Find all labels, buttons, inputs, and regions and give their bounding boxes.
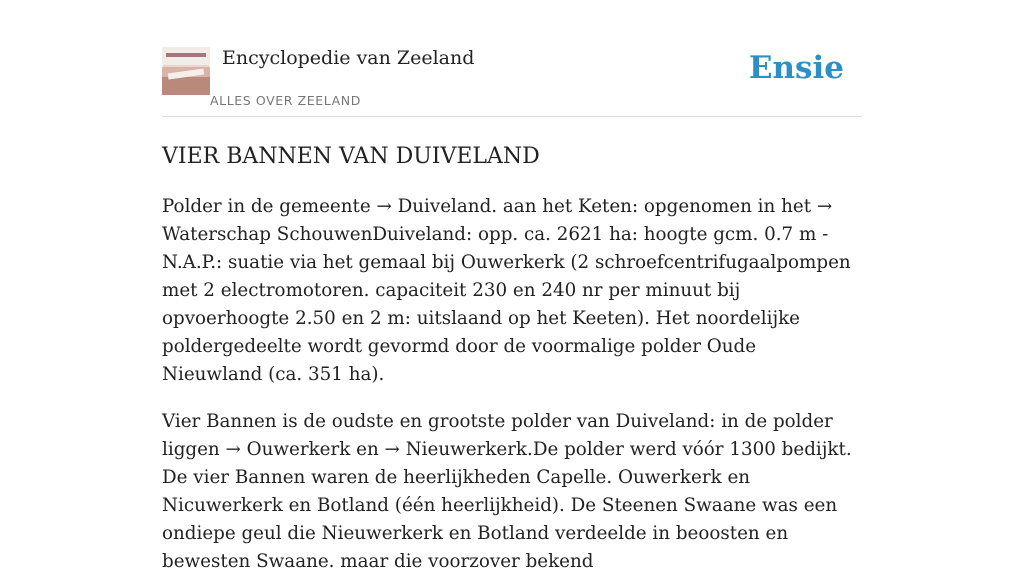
- site-subtitle: ALLES OVER ZEELAND: [210, 93, 361, 108]
- avatar-image-part: [162, 77, 210, 95]
- article-paragraph: Vier Bannen is de oudste en grootste polder van Duiveland: in de polder liggen → Ouwerkerk en → Nieuwerkerk.De polder werd vóór 1300 bedijkt. De vier Bannen waren de heerlijkheden Capelle. Ouwerkerk en Nicuwerkerk en Botland (één heerlijkheid). De Steenen Swaane was een ondiepe geul die Nieuwerkerk en Botland verdeelde in beoosten en bewesten Swaane. maar die voorzover bekend: [162, 411, 852, 572]
- article: [162, 143, 862, 576]
- page-title: VIER BANNEN VAN DUIVELAND: [162, 144, 540, 169]
- site-header: [162, 0, 862, 117]
- avatar-image-part: [166, 53, 206, 57]
- site-title-link[interactable]: Encyclopedie van Zeeland: [222, 47, 475, 69]
- site-avatar[interactable]: [162, 47, 210, 95]
- article-paragraph: Polder in de gemeente → Duiveland. aan het Keten: opgenomen in het → Waterschap SchouwenDuiveland: opp. ca. 2621 ha: hoogte gcm. 0.7 m - N.A.P.: suatie via het gemaal bij Ouwerkerk (2 schroefcentrifugaalpompen met 2 electromotoren. capaciteit 230 en 240 nr per minuut bij opvoerhoogte 2.50 en 2 m: uitslaand op het Keeten). Het noordelijke poldergedeelte wordt gevormd door de voormalige polder Oude Nieuwland (ca. 351 ha).: [162, 196, 851, 385]
- page-container: [162, 0, 862, 576]
- brand-logo-link[interactable]: Ensie: [748, 50, 844, 86]
